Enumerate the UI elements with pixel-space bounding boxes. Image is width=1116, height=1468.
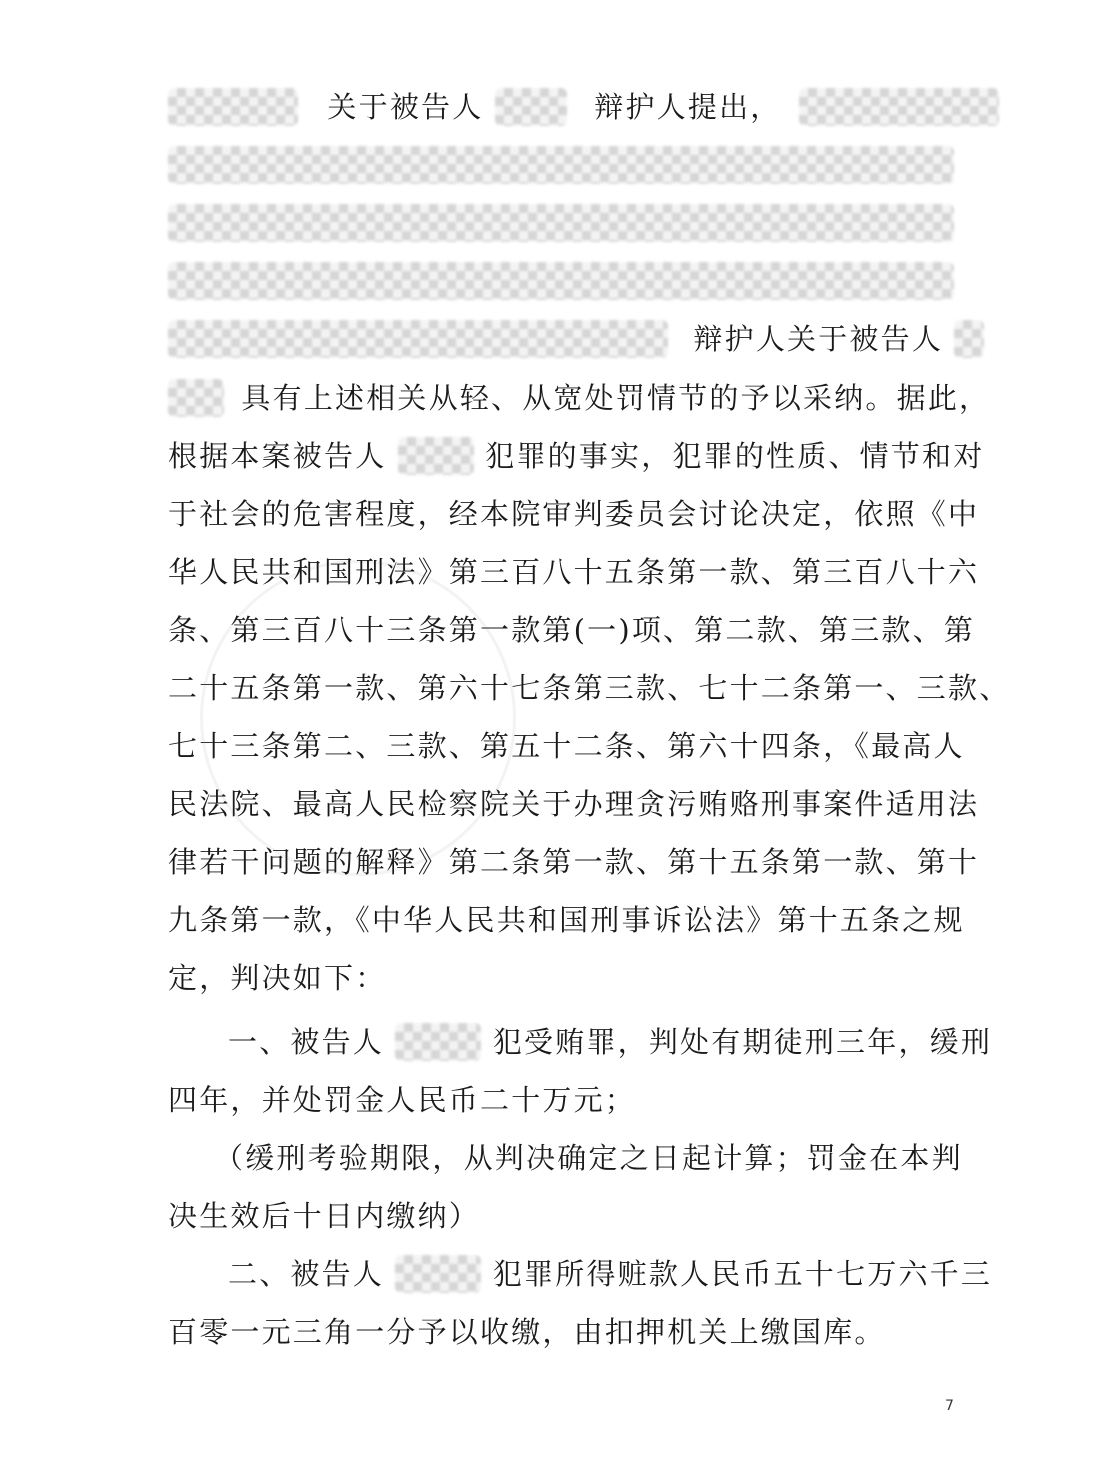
line-text: 犯罪所得赃款人民币五十七万六千三 [492,1257,993,1291]
redacted-name [495,88,567,126]
line-text: 七十三条第二、三款、第五十二条、第六十四条，《最高人 [168,729,965,763]
line-text: 二、被告人 [228,1257,385,1291]
line-text: 华人民共和国刑法》第三百八十五条第一款、第三百八十六 [168,555,980,589]
line-text: 犯受贿罪，判处有期徒刑三年，缓刑 [492,1025,993,1059]
text-line-12 [168,715,965,773]
text-line-2 [168,134,958,192]
line-text: 一、被告人 [228,1025,385,1059]
page-number: 7 [945,1398,954,1414]
text-line-8 [168,483,980,541]
text-line-10 [168,599,976,657]
line-text: 关于被告人 [327,90,484,124]
redacted-name [395,1023,481,1061]
redacted-name [398,437,474,475]
text-line-4 [168,250,958,308]
line-text: 犯罪的事实，犯罪的性质、情节和对 [485,439,985,473]
text-line-1 [168,76,958,134]
text-line-5 [168,308,958,366]
text-line-6 [168,367,991,425]
line-text: 四年，并处罚金人民币二十万元； [168,1083,637,1117]
text-line-16 [168,947,958,1005]
redacted-name [168,379,224,417]
verdict-item-1 [228,1011,1018,1069]
text-line-19 [214,1127,1004,1185]
text-line-14 [168,831,980,889]
redacted-block [168,204,954,242]
text-line-9 [168,541,980,599]
text-line-22 [168,1301,958,1359]
redacted-name [954,320,984,358]
line-text: 二十五条第一款、第六十七条第三款、七十二条第一、三款、 [168,671,1011,705]
text-line-7 [168,425,985,483]
redacted-block [168,262,954,300]
verdict-item-2 [228,1243,1018,1301]
redacted-block [168,320,668,358]
line-text: 根据本案被告人 [168,439,387,473]
line-text: 律若干问题的解释》第二条第一款、第十五条第一款、第十 [168,845,980,879]
text-line-18 [168,1069,958,1127]
line-text: 民法院、最高人民检察院关于办理贪污贿赂刑事案件适用法 [168,787,980,821]
text-line-15 [168,889,965,947]
redacted-block [799,88,999,126]
line-text: （缓刑考验期限，从判决确定之日起计算；罚金在本判 [214,1141,963,1175]
text-line-3 [168,192,958,250]
text-line-13 [168,773,980,831]
redacted-block [168,88,298,126]
line-text: 条、第三百八十三条第一款第(一)项、第二款、第三款、第 [168,613,976,647]
line-text: 定，判决如下： [168,961,387,995]
line-text: 于社会的危害程度，经本院审判委员会讨论决定，依照《中 [168,497,980,531]
line-text: 百零一元三角一分予以收缴，由扣押机关上缴国库。 [168,1315,886,1349]
line-text: 辩护人关于被告人 [693,322,944,356]
line-text: 具有上述相关从轻、从宽处罚情节的予以采纳。据此， [241,381,991,415]
text-line-20 [168,1185,958,1243]
line-text: 辩护人提出， [594,90,782,124]
line-text: 九条第一款，《中华人民共和国刑事诉讼法》第十五条之规 [168,903,965,937]
line-text: 决生效后十日内缴纳） [168,1199,481,1233]
redacted-name [395,1255,481,1293]
redacted-block [168,146,954,184]
text-line-11 [168,657,1011,715]
